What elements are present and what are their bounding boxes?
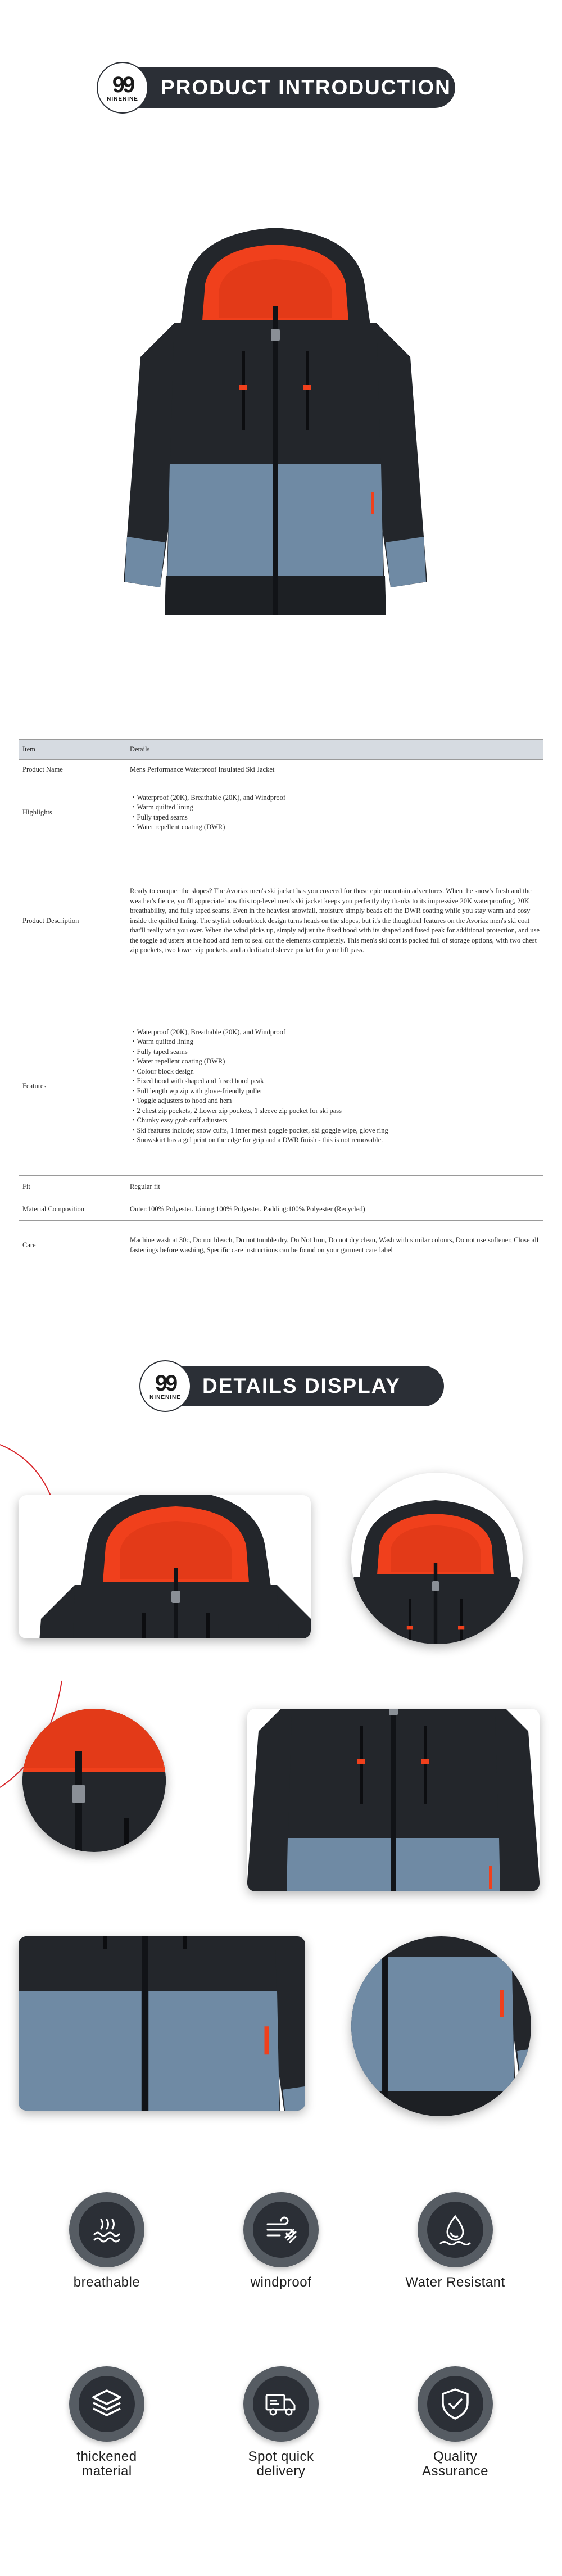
list-item: ・Ski features include; snow cuffs, 1 inner mesh goggle pocket, ski goggle wipe, glove ring [130,1126,388,1134]
list-item: ・2 chest zip pockets, 2 Lower zip pockets, 1 sleeve zip pocket for ski pass [130,1106,342,1115]
jacket-sleeve-closeup [351,1936,531,2116]
details-title: DETAILS DISPLAY [202,1374,401,1397]
jacket-pockets-closeup [19,1936,305,2111]
feature-label: Spot quick delivery [248,2449,314,2479]
brand-logo [97,62,148,114]
table-row-fit [19,1176,543,1198]
breathable-icon [79,2202,135,2258]
table-header-row [19,740,543,760]
brand-logo-text: NINENINE [149,1394,181,1401]
product-name-value: Mens Performance Waterproof Insulated Ski Jacket [126,760,543,780]
jacket-zip-closeup [22,1709,166,1852]
list-item: ・Warm quilted lining [130,803,193,811]
care-value: Machine wash at 30c, Do not bleach, Do not tumble dry, Do Not Iron, Do not dry clean, Wash with similar colours, Do not use softener, Close all fastenings before washing, Specific care instructions can be found on your garment care label [126,1221,543,1270]
intro-title-pill [107,67,455,108]
feature-spot-quick-delivery [208,2366,354,2479]
feature-label: thickened material [76,2449,137,2479]
detail-photo-sleeve-circle [351,1936,531,2116]
table-header-details: Details [126,740,543,760]
row-label: Features [19,997,126,1176]
features-list [126,997,543,1176]
feature-label: breathable [73,2275,140,2290]
windproof-icon [253,2202,309,2258]
material-value: Outer:100% Polyester. Lining:100% Polyester. Padding:100% Polyester (Recycled) [126,1198,543,1221]
table-row-description [19,845,543,997]
list-item: ・Waterproof (20K), Breathable (20K), and Windproof [130,1027,286,1036]
highlights-list [126,780,543,845]
list-item: ・Colour block design [130,1067,194,1075]
feature-thickened-material [34,2366,180,2479]
list-item: ・Fixed hood with shaped and fused hood peak [130,1077,264,1085]
feature-label: windproof [250,2275,312,2290]
water-resistant-icon [427,2202,483,2258]
detail-photo-zip-circle [22,1709,166,1852]
jacket-hood-closeup-circle [351,1495,523,1644]
list-item: ・Water repellent coating (DWR) [130,1057,225,1065]
table-row-product-name [19,760,543,780]
brand-logo-text: NINENINE [107,96,138,102]
table-row-features [19,997,543,1176]
feature-breathable [34,2192,180,2290]
row-label: Material Composition [19,1198,126,1221]
list-item: ・Full length wp zip with glove-friendly puller [130,1086,263,1095]
list-item: ・Chunky easy grab cuff adjusters [130,1116,228,1124]
list-item: ・Water repellent coating (DWR) [130,823,225,831]
fit-value: Regular fit [126,1176,543,1198]
feature-label: Water Resistant [405,2275,505,2290]
layers-icon [79,2376,135,2432]
shield-check-icon [427,2376,483,2432]
intro-section-header [0,62,562,112]
details-section-header [0,1360,562,1411]
table-row-material [19,1198,543,1221]
row-label: Highlights [19,780,126,845]
list-item: ・Snowskirt has a gel print on the edge for grip and a DWR finish - this is not removable. [130,1136,383,1144]
row-label: Fit [19,1176,126,1198]
row-label: Care [19,1221,126,1270]
table-header-item: Item [19,740,126,760]
detail-photo-chest [247,1709,540,1891]
feature-label: Quality Assurance [422,2449,488,2479]
jacket-hood-closeup [19,1495,311,1638]
detail-photo-hood-circle [351,1473,523,1644]
product-spec-table [19,739,543,1270]
brand-logo-number: 99 [155,1370,176,1396]
feature-water-resistant [382,2192,528,2290]
truck-icon [253,2376,309,2432]
list-item: ・Warm quilted lining [130,1038,193,1045]
hero-jacket-image [107,214,444,630]
list-item: ・Toggle adjusters to hood and hem [130,1097,232,1104]
list-item: ・Fully taped seams [130,813,188,821]
list-item: ・Waterproof (20K), Breathable (20K), and Windproof [130,793,286,802]
table-row-highlights [19,780,543,845]
row-label: Product Description [19,845,126,997]
detail-photo-hood [19,1495,311,1638]
row-label: Product Name [19,760,126,780]
intro-title: PRODUCT INTRODUCTION [161,76,451,99]
list-item: ・Fully taped seams [130,1047,188,1056]
jacket-chest-closeup [247,1709,540,1891]
detail-photo-pockets [19,1936,305,2111]
feature-quality-assurance [382,2366,528,2479]
description-value: Ready to conquer the slopes? The Avoriaz men's ski jacket has you covered for those epic mountain adventures. When the snow's fresh and the weather's fierce, you'll appreciate how this top-level men's ski jacket keeps you perfectly dry thanks to its impressive 20K waterproofing, 20K breathability, and fully taped seams. Even in the heaviest snowfall, moisture simply beads off the DWR coating while you stay warm and cosy inside the quilted lining. The stylish colourblock design turns heads on the slopes, but it's the thoughtful features on the Avoriaz men's ski coat that'll really win you over. When the wind picks up, simply adjust the fixed hood with its shaped and fused peak for additional protection, and use the toggle adjusters at the hood and hem to seal out the elements completely. This men's ski coat is packed full of storage options, with two chest zip pockets, two lower zip pockets, and a dedicated sleeve pocket for your lift pass. [126,845,543,997]
table-row-care [19,1221,543,1270]
brand-logo [139,1360,191,1412]
feature-windproof [208,2192,354,2290]
brand-logo-number: 99 [112,72,133,97]
